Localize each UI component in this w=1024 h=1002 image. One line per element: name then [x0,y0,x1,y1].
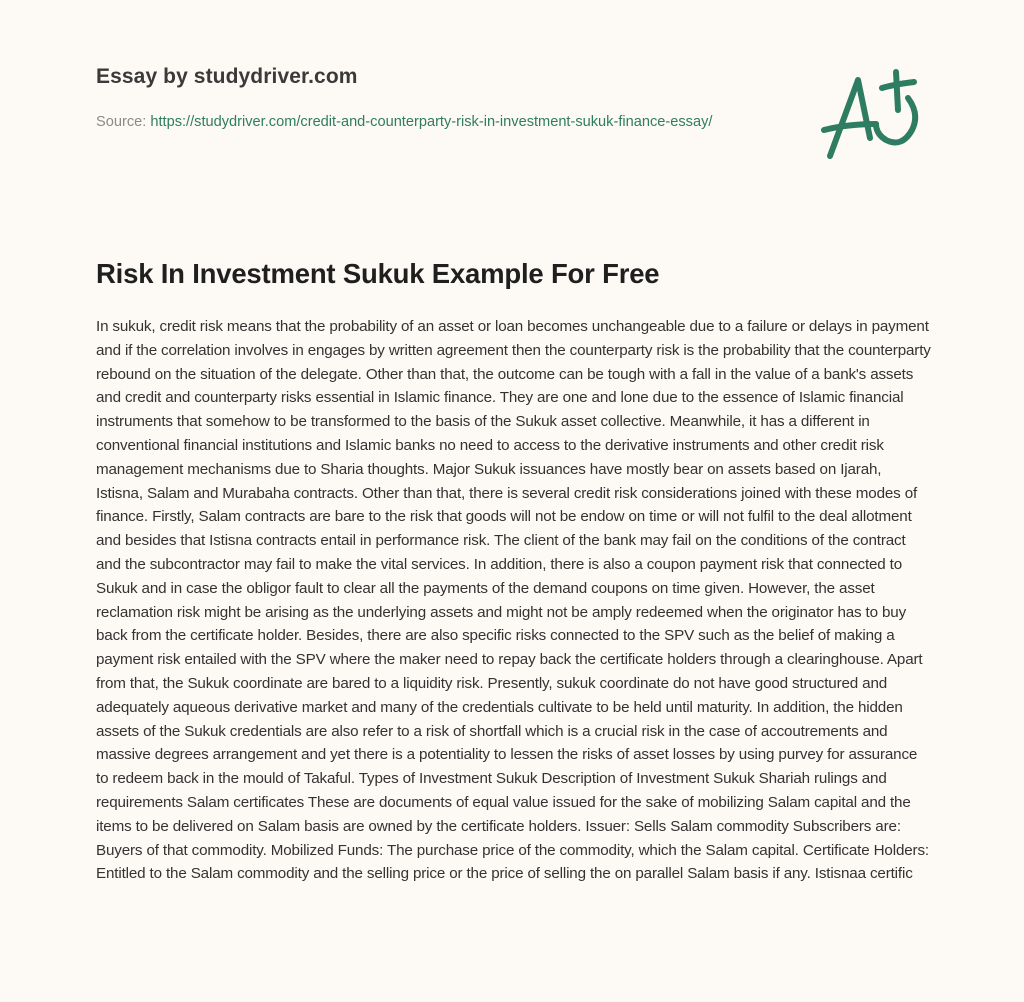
source-link[interactable]: https://studydriver.com/credit-and-counterparty-risk-in-investment-sukuk-finance-essay/ [150,114,713,130]
site-title: Essay by studydriver.com [96,65,358,88]
page-header [96,62,736,134]
source-label: Source: [96,114,151,130]
source-line [96,110,736,134]
article-body: In sukuk, credit risk means that the probability of an asset or loan becomes unchangeable due to a failure or delays in payment and if the correlation involves in engages by written agreement then the counterparty risk is the probability that the counterparty rebound on the situation of the delegate. Other than that, the outcome can be tough with a fall in the value of a bank's assets and credit and counterparty risks essential in Islamic finance. They are one and lone due to the essence of Islamic financial instruments that somehow to be transformed to the basis of the Sukuk asset collective. Meanwhile, it has a different in conventional financial institutions and Islamic banks no need to access to the derivative instruments and other credit risk management mechanisms due to Sharia thoughts. Major Sukuk issuances have mostly bear on assets based on Ijarah, Istisna, Salam and Murabaha contracts. Other than that, there is several credit risk considerations joined with these modes of finance. Firstly, Salam contracts are bare to the risk that goods will not be endow on time or will not fulfil to the deal allotment and besides that Istisna contracts entail in performance risk. The client of the bank may fail on the conditions of the contract and the subcontractor may fail to make the vital services. In addition, there is also a coupon payment risk that connected to Sukuk and in case the obligor fault to clear all the payments of the demand coupons on time given. However, the asset reclamation risk might be arising as the underlying assets and might not be amply redeemed when the originator has to buy back from the certificate holder. Besides, there are also specific risks connected to the SPV such as the belief of making a payment risk entailed with the SPV where the maker need to repay back the certificate holders through a clearinghouse. Apart from that, the Sukuk coordinate are bared to a liquidity risk. Presently, sukuk coordinate do not have good structured and adequately aqueous derivative market and many of the credentials cultivate to be held until maturity. In addition, the hidden assets of the Sukuk credentials are also refer to a risk of shortfall which is a crucial risk in the case of accoutrements and massive degrees arrangement and yet there is a potentiality to lessen the risks of asset losses by using purvey for assurance to redeem back in the mould of Takaful. Types of Investment Sukuk Description of Investment Sukuk Shariah rulings and requirements Salam certificates These are documents of equal value issued for the sake of mobilizing Salam capital and the items to be delivered on Salam basis are owned by the certificate holders. Issuer: Sells Salam commodity Subscribers are: Buyers of that commodity. Mobilized Funds: The purchase price of the commodity, which the Salam capital. Certificate Holders: Entitled to the Salam commodity and the selling price or the price of selling the on parallel Salam basis if any. Istisnaa certific [96,318,931,883]
a-plus-grade-icon [820,68,930,168]
page-title: Risk In Investment Sukuk Example For Free [96,258,660,289]
